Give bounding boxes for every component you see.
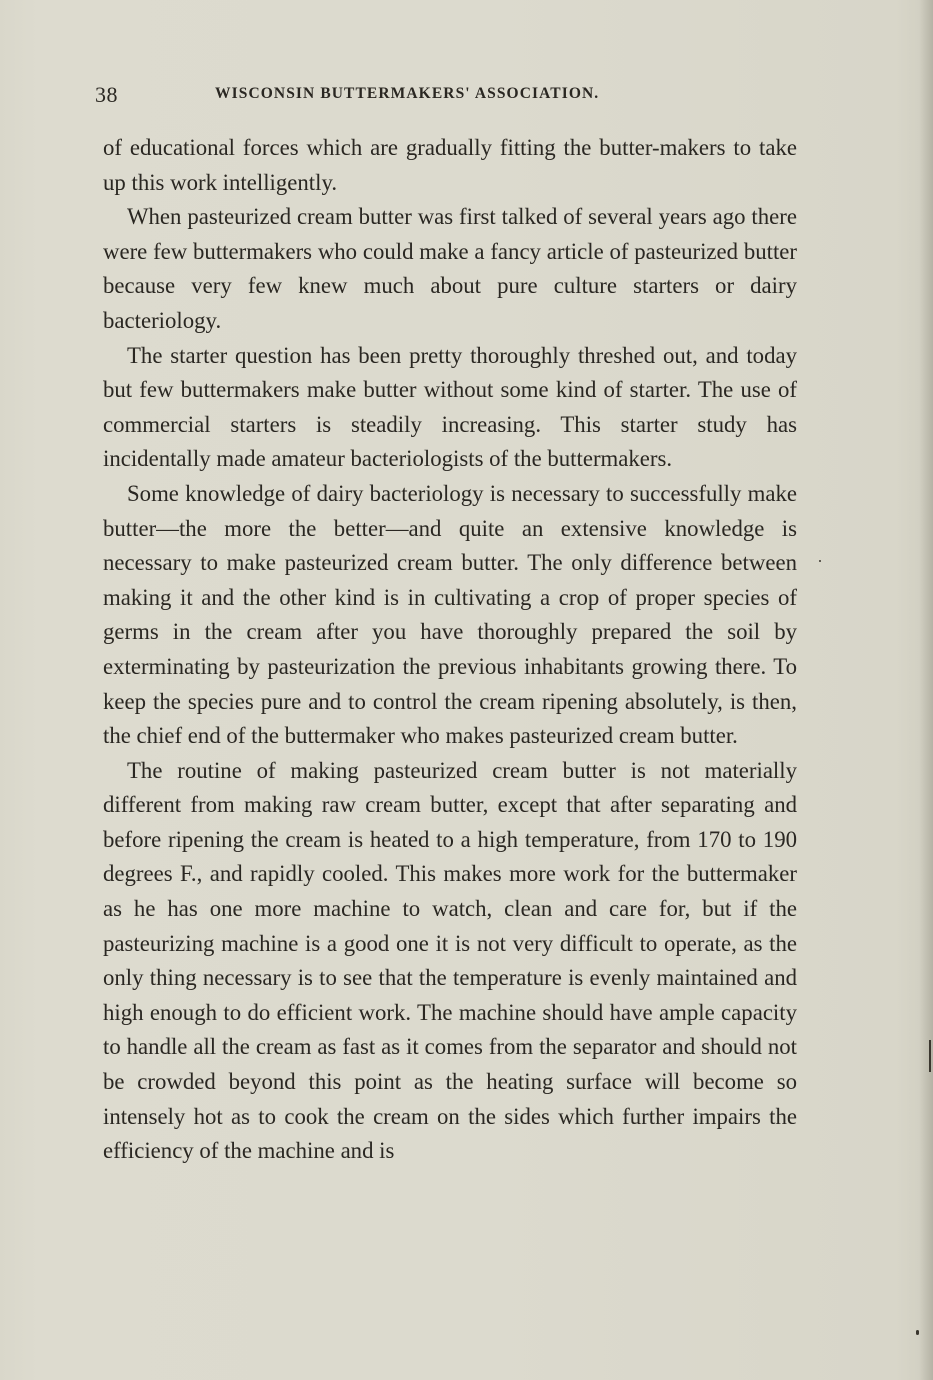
- scan-artifact: [929, 1040, 931, 1072]
- scan-artifact: [916, 1330, 919, 1335]
- page-edge-shadow: [919, 0, 933, 1380]
- paragraph: The starter question has been pretty thoroughly threshed out, and today but few buttermakers make butter without some kind of starter. The use of commercial starters is steadily increasing. This starter study has incidentally made amateur bacteriologists of the buttermakers.: [103, 342, 797, 472]
- running-head: WISCONSIN BUTTERMAKERS' ASSOCIATION.: [215, 85, 600, 102]
- paragraph-continuation: of educational forces which are gradually fitting the butter-makers to take up this work intelligently.: [103, 135, 797, 195]
- body-text: [103, 131, 797, 1169]
- scan-artifact: [819, 560, 821, 562]
- page-number: 38: [95, 82, 118, 107]
- paragraph: When pasteurized cream butter was first talked of several years ago there were few buttermakers who could make a fancy article of pasteurized butter because very few knew much about pure culture starters or dairy bacteriology.: [103, 204, 797, 333]
- page-header: [95, 82, 805, 110]
- paragraph: The routine of making pasteurized cream butter is not materially different from making raw cream butter, except that after separating and before ripening the cream is heated to a high temperature, from 170 to 190 degrees F., and rapidly cooled. This makes more work for the buttermaker as he has one more machine to watch, clean and care for, but if the pasteurizing machine is a good one it is not very difficult to operate, as the only thing necessary is to see that the temperature is evenly maintained and high enough to do efficient work. The machine should have ample capacity to handle all the cream as fast as it comes from the separator and should not be crowded beyond this point as the heating surface will become so intensely hot as to cook the cream on the sides which further impairs the efficiency of the machine and is: [103, 757, 797, 1164]
- paragraph: Some knowledge of dairy bacteriology is necessary to successfully make butter—the more the better—and quite an extensive knowledge is necessary to make pasteurized cream butter. The only difference between making it and the other kind is in cultivating a crop of proper species of germs in the cream after you have thoroughly prepared the soil by exterminating by pasteurization the previous inhabitants growing there. To keep the species pure and to control the cream ripening absolutely, is then, the chief end of the buttermaker who makes pasteurized cream butter.: [103, 480, 797, 749]
